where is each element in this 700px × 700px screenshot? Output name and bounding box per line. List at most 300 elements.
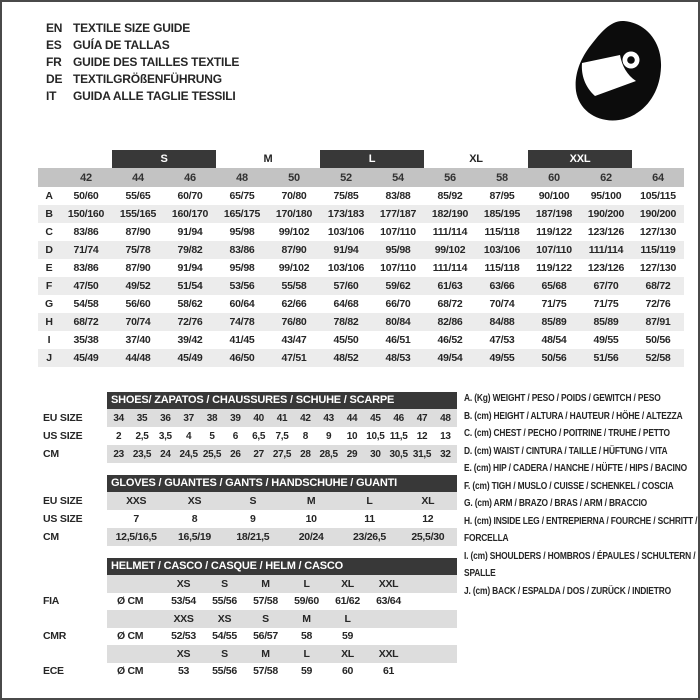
gloves-eu-value: XXS (126, 495, 147, 507)
size-value: 47/53 (489, 334, 515, 346)
shoes-cm-value: 30 (370, 448, 381, 460)
helmet-standard-group (43, 575, 457, 610)
size-table-row (38, 331, 684, 349)
size-value: 62/66 (281, 298, 307, 310)
size-table-row (38, 241, 684, 259)
shoes-section-header: SHOES/ ZAPATOS / CHAUSSURES / SCHUHE / SCARPE (107, 392, 457, 409)
helmet-value-row (43, 663, 457, 681)
size-value: 57/60 (333, 280, 359, 292)
size-value: 82/86 (437, 316, 463, 328)
shoes-us-value: 5 (209, 430, 215, 442)
size-value: 91/94 (177, 262, 203, 274)
gloves-us-value: 11 (364, 513, 375, 525)
shoes-us-value: 10 (346, 430, 358, 442)
size-value: 115/119 (640, 244, 676, 256)
size-value: 127/130 (639, 262, 677, 274)
size-value: 55/65 (125, 190, 151, 202)
row-letter: C (45, 226, 53, 238)
size-value: 59/62 (385, 280, 411, 292)
language-row (46, 54, 239, 71)
shoes-us-value: 13 (440, 430, 451, 442)
shoes-eu-row (43, 409, 457, 427)
column-header-row (38, 168, 684, 187)
size-value: 50/60 (73, 190, 99, 202)
size-value: 46/52 (437, 334, 463, 346)
helmet-size-value: 59 (341, 630, 354, 643)
language-code: EN (46, 21, 63, 35)
size-value: 51/54 (177, 280, 203, 292)
size-value: 173/183 (327, 208, 365, 220)
helmet-size-label: XL (341, 647, 354, 660)
shoes-eu-size-label: EU SIZE (43, 412, 83, 424)
gloves-eu-size-label: EU SIZE (43, 495, 83, 507)
helmet-size-value: 55/56 (212, 665, 237, 678)
legend-item: B. (cm) HEIGHT / ALTURA / HAUTEUR / HÖHE / ALTEZZA (464, 409, 683, 422)
column-header: 42 (80, 171, 92, 184)
helmet-size-label: S (221, 647, 228, 660)
language-title: GUIDE DES TAILLES TEXTILE (73, 55, 240, 69)
gloves-cm-value: 23/26,5 (353, 531, 386, 543)
helmet-size-value: 60 (341, 665, 354, 678)
size-value: 87/90 (125, 226, 151, 238)
size-value: 177/187 (379, 208, 417, 220)
size-value: 44/48 (125, 352, 151, 364)
shoes-cm-value: 29 (346, 448, 358, 460)
row-letter: I (47, 334, 51, 346)
size-value: 190/200 (639, 208, 677, 220)
size-value: 51/56 (593, 352, 619, 364)
size-value: 155/165 (119, 208, 157, 220)
helmet-size-label: XS (176, 577, 191, 590)
size-value: 43/47 (281, 334, 307, 346)
size-value: 87/90 (125, 262, 151, 274)
gloves-eu-value: XS (187, 495, 202, 507)
gloves-cm-value: 18/21,5 (236, 531, 270, 543)
shoes-us-value: 12 (416, 430, 428, 442)
size-value: 111/114 (432, 226, 468, 238)
helmet-value-row (43, 628, 457, 646)
size-value: 85/89 (593, 316, 619, 328)
shoes-cm-value: 23,5 (132, 448, 152, 460)
size-value: 83/86 (73, 262, 99, 274)
helmet-size-value: 59/60 (294, 595, 319, 608)
size-value: 127/130 (639, 226, 677, 238)
size-value: 115/118 (484, 262, 520, 274)
language-row (46, 71, 239, 88)
size-value: 71/75 (593, 298, 619, 310)
helmet-size-row (107, 575, 457, 593)
helmet-size-row (107, 610, 457, 628)
size-value: 95/98 (229, 226, 255, 238)
size-table-row (38, 313, 684, 331)
size-value: 150/160 (67, 208, 105, 220)
size-value: 99/102 (278, 226, 310, 238)
shoes-eu-value: 48 (440, 412, 451, 424)
standard-label: ECE (43, 665, 64, 678)
size-value: 111/114 (432, 262, 468, 274)
size-value: 76/80 (281, 316, 307, 328)
size-value: 46/50 (229, 352, 255, 364)
size-value: 111/114 (588, 244, 624, 256)
column-header: 54 (392, 171, 404, 184)
helmet-size-label: XL (341, 577, 354, 590)
racing-helmet-icon (570, 18, 664, 131)
shoes-us-value: 8 (302, 430, 308, 442)
size-value: 67/70 (593, 280, 619, 292)
shoes-eu-value: 37 (183, 412, 194, 424)
gloves-table (43, 475, 457, 546)
size-value: 75/85 (333, 190, 359, 202)
size-value: 160/170 (171, 208, 209, 220)
helmet-size-value: 59 (300, 665, 313, 678)
size-value: 103/106 (483, 244, 521, 256)
diameter-unit-label: Ø CM (117, 665, 144, 678)
size-value: 91/94 (333, 244, 359, 256)
shoes-us-value: 2,5 (135, 430, 149, 442)
helmet-size-value: 57/58 (253, 595, 278, 608)
size-value: 56/60 (125, 298, 151, 310)
size-value: 74/78 (229, 316, 255, 328)
diameter-unit-label: Ø CM (117, 630, 144, 643)
helmet-size-value: 53/54 (171, 595, 196, 608)
shoes-cm-row (43, 445, 457, 463)
size-value: 70/80 (281, 190, 307, 202)
shoes-us-row (43, 427, 457, 445)
shoes-cm-value: 28,5 (319, 448, 338, 460)
gloves-us-row (43, 510, 457, 528)
helmet-size-label: XXL (378, 577, 399, 590)
column-header: 62 (600, 171, 612, 184)
shoes-eu-value: 36 (160, 412, 171, 424)
size-value: 87/91 (645, 316, 671, 328)
size-value: 80/84 (385, 316, 411, 328)
size-value: 48/52 (333, 352, 359, 364)
size-value: 103/106 (327, 262, 365, 274)
legend-item: D. (cm) WAIST / CINTURA / TAILLE / HÜFTUNG / VITA (464, 444, 668, 457)
size-table (38, 150, 684, 367)
size-value: 71/75 (541, 298, 567, 310)
size-value: 99/102 (434, 244, 466, 256)
size-value: 85/92 (437, 190, 463, 202)
standard-label: FIA (43, 595, 60, 608)
legend-item: A. (Kg) WEIGHT / PESO / POIDS / GEWITCH / PESO (464, 392, 661, 404)
size-value: 46/51 (385, 334, 411, 346)
size-value: 90/100 (538, 190, 570, 202)
shoes-us-value: 11,5 (389, 430, 408, 442)
size-table-row (38, 295, 684, 313)
size-value: 78/82 (333, 316, 359, 328)
shoes-eu-value: 46 (393, 412, 404, 424)
size-value: 165/175 (223, 208, 261, 220)
size-value: 75/78 (125, 244, 151, 256)
size-value: 190/200 (587, 208, 625, 220)
shoes-cm-value: 32 (440, 448, 451, 460)
size-value: 45/49 (73, 352, 99, 364)
helmet-standard-group (43, 645, 457, 680)
language-code: FR (46, 55, 62, 69)
shoes-us-value: 6,5 (252, 430, 266, 442)
helmet-section-header: HELMET / CASCO / CASQUE / HELM / CASCO (107, 558, 457, 575)
helmet-size-label: S (262, 612, 269, 625)
shoes-cm-value: 27 (253, 448, 264, 460)
measurement-legend (464, 390, 698, 600)
shoes-eu-value: 40 (253, 412, 264, 424)
size-value: 83/86 (229, 244, 255, 256)
helmet-size-label: XXL (378, 647, 399, 660)
gloves-section-header: GLOVES / GUANTES / GANTS / HANDSCHUHE / GUANTI (107, 475, 457, 492)
gloves-us-value: 9 (250, 513, 256, 525)
gloves-us-size-label: US SIZE (43, 513, 83, 525)
helmet-size-label: M (261, 647, 270, 660)
helmet-size-value: 63/64 (376, 595, 401, 608)
shoes-cm-value: 24,5 (179, 448, 198, 460)
size-value: 70/74 (125, 316, 151, 328)
size-value: 107/110 (536, 244, 572, 256)
gloves-eu-value: M (306, 495, 316, 507)
language-title: TEXTILE SIZE GUIDE (73, 21, 191, 35)
size-value: 99/102 (278, 262, 310, 274)
legend-item: C. (cm) CHEST / PECHO / POITRINE / TRUHE / PETTO (464, 427, 670, 439)
shoes-eu-value: 34 (113, 412, 124, 424)
size-value: 49/55 (489, 352, 515, 364)
size-value: 53/56 (229, 280, 255, 292)
size-value: 47/51 (281, 352, 307, 364)
size-value: 68/72 (645, 280, 671, 292)
size-band-xl: XL (469, 153, 483, 165)
size-value: 61/63 (437, 280, 463, 292)
size-value: 185/195 (483, 208, 521, 220)
shoes-eu-value: 38 (206, 412, 218, 424)
size-value: 65/68 (541, 280, 567, 292)
size-band-m: M (263, 153, 273, 165)
helmet-size-value: 52/53 (171, 630, 196, 643)
legend-item: F. (cm) TIGH / MUSLO / CUISSE / SCHENKEL / COSCIA (464, 479, 674, 492)
gloves-cm-value: 16,5/19 (178, 531, 211, 543)
gloves-cm-value: 25,5/30 (411, 531, 445, 543)
row-letter: J (46, 352, 52, 364)
size-value: 60/70 (177, 190, 203, 202)
row-letter: E (45, 262, 53, 274)
shoes-table (43, 392, 457, 463)
helmet-size-label: L (303, 647, 310, 660)
gloves-us-value: 8 (191, 513, 198, 525)
language-code: IT (46, 89, 57, 103)
row-letter: H (45, 316, 53, 328)
shoes-eu-value: 43 (323, 412, 334, 424)
size-value: 182/190 (431, 208, 469, 220)
shoes-eu-value: 45 (370, 412, 381, 424)
helmet-size-value: 61 (382, 665, 395, 678)
column-header: 64 (652, 171, 664, 184)
column-header: 48 (236, 171, 248, 184)
size-value: 41/45 (229, 334, 255, 346)
size-value: 65/75 (229, 190, 255, 202)
size-value: 49/52 (125, 280, 151, 292)
size-value: 68/72 (437, 298, 463, 310)
size-table-body (38, 187, 684, 367)
helmet-size-value: 56/57 (253, 630, 278, 643)
size-table-row (38, 187, 684, 205)
size-value: 95/98 (229, 262, 255, 274)
size-value: 63/66 (489, 280, 515, 292)
size-table-row (38, 223, 684, 241)
size-value: 71/74 (73, 244, 99, 256)
size-table-row (38, 277, 684, 295)
size-value: 87/90 (281, 244, 307, 256)
language-title: GUIDA ALLE TAGLIE TESSILI (73, 89, 236, 103)
helmet-standards (43, 575, 457, 680)
row-letter: F (45, 280, 53, 292)
gloves-eu-value: S (249, 495, 257, 507)
size-value: 39/42 (177, 334, 203, 346)
legend-item: J. (cm) BACK / ESPALDA / DOS / ZURÜCK / INDIETRO (464, 584, 671, 597)
helmet-size-label: S (221, 577, 228, 590)
helmet-size-value: 53 (177, 665, 190, 678)
size-value: 55/58 (281, 280, 307, 292)
size-value: 60/64 (229, 298, 255, 310)
helmet-size-label: XS (176, 647, 191, 660)
size-value: 83/86 (73, 226, 99, 238)
legend-item: I. (cm) SHOULDERS / HOMBROS / ÉPAULES / SCHULTERN / SPALLE (464, 549, 696, 579)
size-band-l: L (320, 150, 424, 168)
size-value: 47/50 (73, 280, 99, 292)
shoes-us-value: 7,5 (275, 430, 289, 442)
shoes-us-value: 9 (326, 430, 332, 442)
size-value: 91/94 (177, 226, 203, 238)
row-letter: D (45, 244, 53, 256)
legend-item: H. (cm) INSIDE LEG / ENTREPIERNA / FOURCHE / SCHRITT / FORCELLA (464, 514, 698, 544)
shoes-eu-value: 39 (230, 412, 241, 424)
shoes-cm-label: CM (43, 448, 59, 460)
legend-item: E. (cm) HIP / CADERA / HANCHE / HÜFTE / HIPS / BACINO (464, 462, 688, 474)
column-header: 58 (496, 171, 508, 184)
size-value: 95/100 (590, 190, 622, 202)
size-value: 105/115 (640, 190, 676, 202)
shoes-eu-value: 42 (300, 412, 311, 424)
size-value: 70/74 (489, 298, 515, 310)
size-value: 45/49 (177, 352, 203, 364)
size-band-s: S (112, 150, 216, 168)
shoes-us-value: 10,5 (366, 430, 385, 442)
language-code: DE (46, 72, 63, 86)
helmet-size-value: 58 (300, 630, 313, 643)
size-value: 83/88 (385, 190, 411, 202)
gloves-us-value: 7 (133, 513, 139, 525)
column-header: 52 (340, 171, 352, 184)
shoes-us-value: 3,5 (158, 430, 172, 442)
column-header: 50 (288, 171, 300, 184)
size-table-row (38, 349, 684, 367)
language-title: TEXTILGRÖßENFÜHRUNG (73, 72, 222, 86)
language-title: GUÍA DE TALLAS (73, 38, 170, 52)
column-header: 44 (132, 171, 144, 184)
size-value: 119/122 (536, 226, 572, 238)
row-letter: A (45, 190, 53, 202)
size-value: 50/56 (541, 352, 567, 364)
size-value: 79/82 (177, 244, 203, 256)
size-value: 66/70 (385, 298, 411, 310)
size-value: 37/40 (125, 334, 151, 346)
size-value: 72/76 (645, 298, 671, 310)
legend-item: G. (cm) ARM / BRAZO / BRAS / ARM / BRACCIO (464, 497, 648, 509)
size-value: 103/106 (327, 226, 365, 238)
row-letter: G (45, 298, 53, 310)
shoes-cm-value: 24 (160, 448, 171, 460)
helmet-size-row (107, 645, 457, 663)
size-value: 95/98 (385, 244, 411, 256)
shoes-cm-value: 27,5 (272, 448, 292, 460)
size-value: 45/50 (333, 334, 359, 346)
size-table-row (38, 259, 684, 277)
helmet-size-label: XS (217, 612, 232, 625)
size-value: 64/68 (333, 298, 359, 310)
size-value: 115/118 (484, 226, 520, 238)
gloves-us-value: 12 (422, 513, 434, 525)
shoes-cm-value: 25,5 (202, 448, 222, 460)
size-value: 123/126 (587, 226, 625, 238)
shoes-eu-value: 35 (136, 412, 148, 424)
gloves-cm-row (43, 528, 457, 546)
size-value: 107/110 (380, 226, 416, 238)
helmet-standard-group (43, 610, 457, 645)
shoes-us-value: 4 (186, 430, 192, 442)
standard-label: CMR (43, 630, 67, 643)
gloves-cm-label: CM (43, 531, 59, 543)
shoes-us-value: 2 (116, 430, 122, 442)
size-value: 48/53 (385, 352, 411, 364)
size-value: 35/38 (73, 334, 99, 346)
gloves-eu-value: XL (421, 495, 435, 507)
size-value: 187/198 (535, 208, 573, 220)
gloves-us-value: 10 (305, 513, 317, 525)
shoes-us-size-label: US SIZE (43, 430, 83, 442)
helmet-size-value: 57/58 (253, 665, 278, 678)
gloves-cm-value: 12,5/16,5 (115, 531, 157, 543)
helmet-size-label: L (344, 612, 351, 625)
helmet-size-label: M (261, 577, 270, 590)
size-value: 123/126 (587, 262, 625, 274)
shoes-cm-value: 28 (300, 448, 311, 460)
size-value: 68/72 (73, 316, 99, 328)
size-value: 50/56 (645, 334, 671, 346)
diameter-unit-label: Ø CM (117, 595, 144, 608)
size-table-row (38, 205, 684, 223)
helmet-size-label: XXS (173, 612, 194, 625)
size-value: 170/180 (275, 208, 313, 220)
size-value: 72/76 (177, 316, 203, 328)
language-row (46, 88, 239, 105)
shoes-eu-value: 44 (346, 412, 358, 424)
row-letter: B (45, 208, 53, 220)
size-value: 49/55 (593, 334, 619, 346)
size-value: 52/58 (645, 352, 671, 364)
size-value: 87/95 (489, 190, 515, 202)
helmet-size-value: 55/56 (212, 595, 237, 608)
column-header: 60 (548, 171, 560, 184)
language-row (46, 37, 239, 54)
shoes-cm-value: 30,5 (389, 448, 408, 460)
language-code: ES (46, 38, 62, 52)
shoes-cm-value: 23 (113, 448, 124, 460)
size-value: 84/88 (489, 316, 515, 328)
helmet-value-row (43, 593, 457, 611)
gloves-eu-row (43, 492, 457, 510)
size-value: 119/122 (536, 262, 572, 274)
shoes-eu-value: 47 (416, 412, 428, 424)
shoes-cm-value: 26 (230, 448, 241, 460)
size-value: 49/54 (437, 352, 463, 364)
gloves-eu-value: L (366, 495, 373, 507)
